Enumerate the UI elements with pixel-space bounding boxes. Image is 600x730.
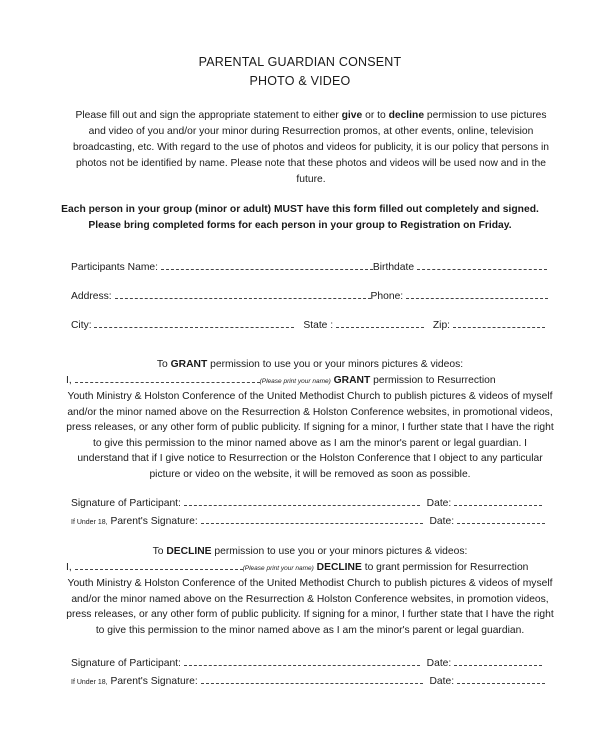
grant-parent-date-field[interactable] [457,514,545,524]
birthdate-field[interactable] [417,260,547,270]
grant-print-name-field[interactable] [75,373,260,383]
notice-line-1: Each person in your group (minor or adult) MUST have this form filled out completely and signed. [61,204,539,215]
zip-field[interactable] [453,318,545,328]
grant-participant-signature-field[interactable] [184,496,420,506]
grant-body: Youth Ministry & Holston Conference of the United Methodist Church to publish pictures & videos of myself and/or the minor named above on the Resurrection & Holston Conference websites, in promotional videos, press releases, or any other form of public publicity. If signing for a minor, I further state that I have the right to give this permission to the minor named above as I am the minor's parent or legal guardian. I understand that if I give notice to Resurrection or the Holston Conference that I object to any particular picture or video on the website, it will be removed as soon as possible. [66,391,554,480]
decline-parent-date-field[interactable] [457,674,545,684]
participant-name-row: Participants Name: Birthdate [71,260,547,273]
decline-name-line: I, (Please print your name) DECLINE to grant permission for Resurrection [66,561,529,573]
decline-participant-signature-field[interactable] [184,656,420,666]
grant-participant-signature-row: Signature of Participant: Date: [71,496,542,509]
grant-parent-signature-row: If Under 18, Parent's Signature: Date: [71,514,545,527]
city-row: City: State : Zip: [71,318,545,331]
decline-section [66,544,554,638]
decline-print-name-field[interactable] [75,560,243,570]
participant-name-field[interactable] [161,260,373,270]
address-row: Address: Phone: [71,289,548,302]
notice-line-2: Please bring completed forms for each person in your group to Registration on Friday. [88,220,512,231]
decline-participant-signature-row: Signature of Participant: Date: [71,656,542,669]
form-title: PARENTAL GUARDIAN CONSENT [198,55,402,69]
intro-paragraph: Please fill out and sign the appropriate statement to either give or to decline permission to use pictures and video of you and/or your minor during Resurrection promos, at other events, online, television broadcasting, etc. With regard to the use of photos and videos for publicity, it is our policy that persons in photos not be identified by name. Please note that these photos and videos will be used now and in the future. [72,110,549,185]
phone-field[interactable] [406,289,548,299]
city-field[interactable] [94,318,294,328]
decline-parent-signature-row: If Under 18, Parent's Signature: Date: [71,674,545,687]
address-field[interactable] [115,289,371,299]
decline-body: Youth Ministry & Holston Conference of the United Methodist Church to publish pictures & videos of myself and/or the minor named above on the Resurrection & Holston Conference websites, in promotion videos, press releases, or any other form of public publicity. If signing for a minor, I further state that I have the right to give this permission to the minor named above as I am the minor's parent or legal guardian. [66,578,554,636]
decline-parent-signature-field[interactable] [201,674,423,684]
state-field[interactable] [336,318,424,328]
decline-heading: To DECLINE permission to use you or your minors pictures & videos: [152,546,468,557]
grant-name-line: I, (Please print your name) GRANT permission to Resurrection [66,374,496,386]
decline-participant-date-field[interactable] [454,656,542,666]
grant-participant-date-field[interactable] [454,496,542,506]
grant-parent-signature-field[interactable] [201,514,423,524]
grant-heading: To GRANT permission to use you or your minors pictures & videos: [156,359,464,370]
form-subtitle: PHOTO & VIDEO [249,74,351,88]
notice [60,202,540,234]
grant-section [66,357,554,482]
